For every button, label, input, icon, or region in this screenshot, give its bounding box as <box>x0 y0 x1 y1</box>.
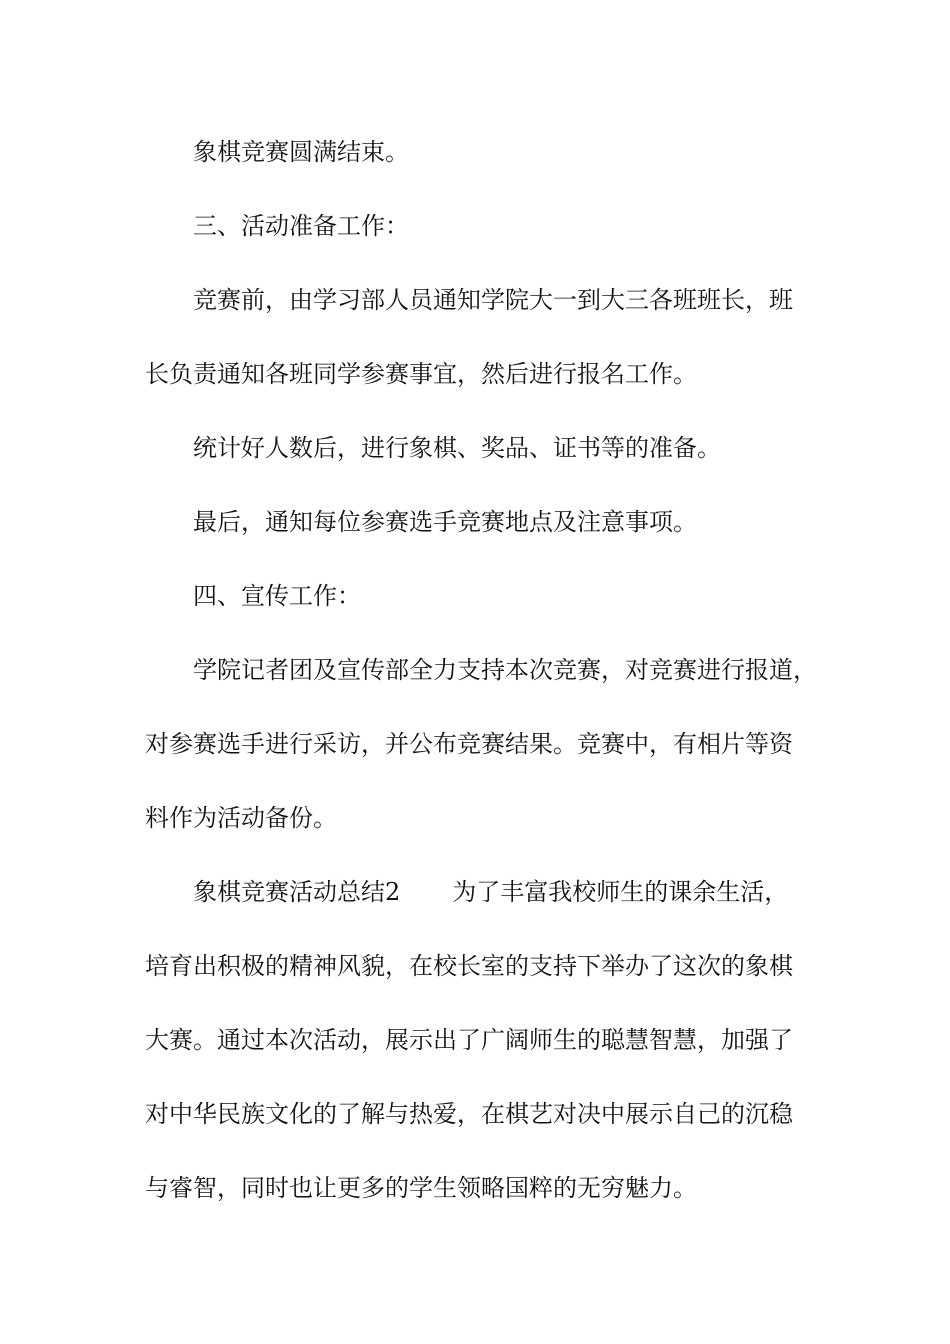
paragraph-line <box>0 282 950 318</box>
text-line: 学院记者团及宣传部全力支持本次竞赛，对竞赛进行报道， <box>193 656 817 684</box>
paragraph-line <box>0 800 950 836</box>
text-line <box>193 874 788 910</box>
section-heading <box>0 578 950 614</box>
paragraph-line <box>0 504 950 540</box>
paragraph-line <box>0 134 950 170</box>
paragraph-line <box>0 948 950 984</box>
heading-text: 四、宣传工作： <box>193 582 361 610</box>
paragraph-line <box>0 1170 950 1206</box>
text-line: 大赛。通过本次活动，展示出了广阔师生的聪慧智慧，加强了 <box>145 1026 793 1054</box>
heading-text: 三、活动准备工作： <box>193 212 409 240</box>
summary-title: 象棋竞赛活动总结2 <box>193 878 401 906</box>
text-line: 统计好人数后，进行象棋、奖品、证书等的准备。 <box>193 434 721 462</box>
text-line: 对参赛选手进行采访，并公布竞赛结果。竞赛中，有相片等资 <box>145 730 793 758</box>
text-line: 竞赛前，由学习部人员通知学院大一到大三各班班长，班 <box>193 286 793 314</box>
text-line: 象棋竞赛圆满结束。 <box>193 138 409 166</box>
text-line: 长负责通知各班同学参赛事宜，然后进行报名工作。 <box>145 360 697 388</box>
paragraph-line <box>0 652 950 688</box>
text-line: 对中华民族文化的了解与热爱，在棋艺对决中展示自己的沉稳 <box>145 1100 793 1128</box>
text-line: 为了丰富我校师生的课余生活， <box>452 878 789 906</box>
text-line: 最后，通知每位参赛选手竞赛地点及注意事项。 <box>193 508 697 536</box>
paragraph-line <box>0 356 950 392</box>
section-heading <box>0 208 950 244</box>
text-line: 与睿智，同时也让更多的学生领略国粹的无穷魅力。 <box>145 1174 697 1202</box>
text-line: 料作为活动备份。 <box>145 804 337 832</box>
paragraph-line <box>0 430 950 466</box>
paragraph-line <box>0 726 950 762</box>
text-line: 培育出积极的精神风貌，在校长室的支持下举办了这次的象棋 <box>145 952 793 980</box>
paragraph-line <box>0 1096 950 1132</box>
paragraph-line <box>0 1022 950 1058</box>
paragraph-line <box>0 874 950 910</box>
